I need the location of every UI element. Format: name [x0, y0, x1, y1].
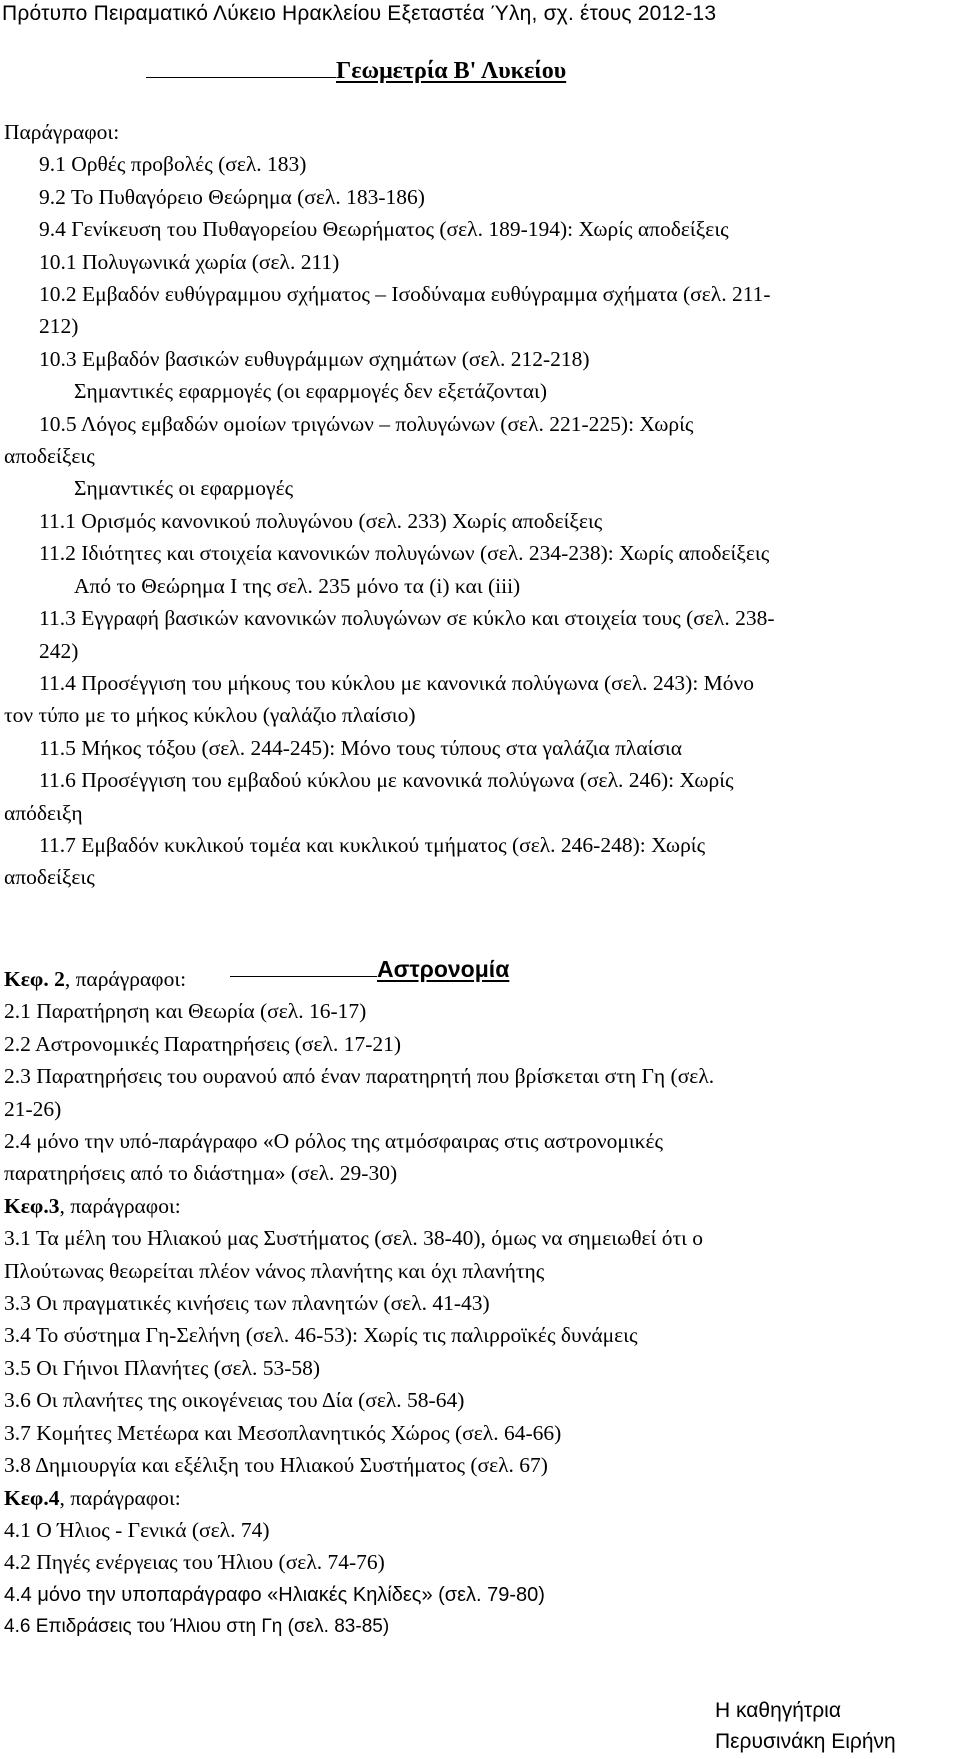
title-underline-rule: [146, 57, 336, 78]
list-item: 11.2 Ιδιότητες και στοιχεία κανονικών πολυγώνων (σελ. 234-238): Χωρίς αποδείξεις: [39, 541, 770, 566]
list-item: 3.3 Οι πραγματικές κινήσεις των πλανητών (σελ. 41-43): [4, 1291, 490, 1316]
list-item: 11.7 Εμβαδόν κυκλικού τομέα και κυκλικού τμήματος (σελ. 246-248): Χωρίς: [39, 832, 706, 857]
list-item: 3.1 Τα μέλη του Ηλιακού μας Συστήματος (σελ. 38-40), όμως να σημειωθεί ότι ο: [4, 1226, 704, 1251]
astronomy-syllabus-list: [4, 963, 956, 1644]
list-item: 4.4 μόνο την υποπαράγραφο «Ηλιακές Κηλίδες» (σελ. 79-80): [4, 1583, 545, 1606]
list-item: 21-26): [4, 1096, 62, 1121]
list-item: 11.6 Προσέγγιση του εμβαδού κύκλου με κανονικά πολύγωνα (σελ. 246): Χωρίς: [39, 768, 734, 793]
list-item: 4.6 Επιδράσεις του Ήλιου στη Γη (σελ. 83-85): [4, 1616, 390, 1638]
signature-role: Η καθηγήτρια: [715, 1699, 841, 1722]
list-item: 10.5 Λόγος εμβαδών ομοίων τριγώνων – πολυγώνων (σελ. 221-225): Χωρίς: [39, 411, 694, 436]
list-item: 2.3 Παρατηρήσεις του ουρανού από έναν παρατηρητή που βρίσκεται στη Γη (σελ.: [4, 1064, 715, 1089]
list-item: 9.4 Γενίκευση του Πυθαγορείου Θεωρήματος (σελ. 189-194): Χωρίς αποδείξεις: [39, 217, 729, 242]
chapter-label: Κεφ. 2: [4, 967, 65, 991]
list-item: 10.3 Εμβαδόν βασικών ευθυγράμμων σχημάτων (σελ. 212-218): [39, 346, 590, 371]
chapter-heading: [4, 963, 956, 995]
geometry-title-text: Γεωμετρία Β' Λυκείου: [336, 58, 567, 84]
list-item: Παράγραφοι:: [4, 120, 120, 144]
list-item: 3.7 Κομήτες Μετέωρα και Μεσοπλανητικός Χώρος (σελ. 64-66): [4, 1420, 562, 1445]
chapter-suffix: , παράγραφοι:: [59, 1193, 181, 1218]
list-item: 242): [39, 638, 79, 663]
chapter-label: Κεφ.4: [4, 1485, 60, 1510]
list-item: 4.1 Ο Ήλιος - Γενικά (σελ. 74): [4, 1517, 270, 1542]
list-item: 3.4 Το σύστημα Γη-Σελήνη (σελ. 46-53): Χωρίς τις παλιρροϊκές δυνάμεις: [4, 1323, 638, 1348]
list-item: 11.3 Εγγραφή βασικών κανονικών πολυγώνων σε κύκλο και στοιχεία τους (σελ. 238-: [39, 606, 775, 631]
list-item: 11.1 Ορισμός κανονικού πολυγώνου (σελ. 233) Χωρίς αποδείξεις: [39, 508, 603, 533]
list-item: 2.4 μόνο την υπό-παράγραφο «Ο ρόλος της ατμόσφαιρας στις αστρονομικές: [4, 1129, 664, 1154]
list-item: αποδείξεις: [4, 444, 95, 469]
list-item: 9.2 Το Πυθαγόρειο Θεώρημα (σελ. 183-186): [39, 184, 425, 209]
list-item: 3.8 Δημιουργία και εξέλιξη του Ηλιακού Συστήματος (σελ. 67): [4, 1453, 548, 1478]
list-item: Σημαντικές εφαρμογές (οι εφαρμογές δεν εξετάζονται): [74, 379, 547, 404]
signature-name: Περυσινάκη Ειρήνη: [715, 1730, 896, 1753]
list-item: Σημαντικές οι εφαρμογές: [74, 476, 294, 501]
chapter-heading: [4, 1190, 956, 1222]
list-item: Από το Θεώρημα Ι της σελ. 235 μόνο τα (i) και (iii): [74, 573, 521, 598]
list-item: παρατηρήσεις από το διάστημα» (σελ. 29-30): [4, 1161, 398, 1186]
list-item: 10.2 Εμβαδόν ευθύγραμμου σχήματος – Ισοδύναμα ευθύγραμμα σχήματα (σελ. 211-: [39, 282, 771, 307]
list-item: 212): [39, 314, 79, 339]
list-item: αποδείξεις: [4, 865, 95, 890]
chapter-heading: [4, 1482, 956, 1514]
list-item: 3.6 Οι πλανήτες της οικογένειας του Δία (σελ. 58-64): [4, 1388, 465, 1413]
astronomy-title-text: Αστρονομία: [377, 956, 510, 982]
geometry-section-title: [146, 57, 566, 85]
list-item: 11.5 Μήκος τόξου (σελ. 244-245): Μόνο τους τύπους στα γαλάζια πλαίσια: [39, 735, 683, 760]
chapter-suffix: , παράγραφοι:: [64, 967, 187, 991]
list-item: 2.1 Παρατήρηση και Θεωρία (σελ. 16-17): [4, 999, 367, 1024]
chapter-label: Κεφ.3: [4, 1193, 60, 1218]
list-item: 2.2 Αστρονομικές Παρατηρήσεις (σελ. 17-21): [4, 1031, 402, 1056]
page-header: Πρότυπο Πειραματικό Λύκειο Ηρακλείου Εξεταστέα Ύλη, σχ. έτους 2012-13: [2, 2, 717, 25]
list-item: απόδειξη: [4, 800, 83, 825]
chapter-suffix: , παράγραφοι:: [59, 1485, 181, 1510]
list-item: 10.1 Πολυγωνικά χωρία (σελ. 211): [39, 249, 340, 274]
list-item: 3.5 Οι Γήινοι Πλανήτες (σελ. 53-58): [4, 1355, 321, 1380]
list-item: 11.4 Προσέγγιση του μήκους του κύκλου με κανονικά πολύγωνα (σελ. 243): Μόνο: [39, 670, 755, 695]
list-item: 9.1 Ορθές προβολές (σελ. 183): [39, 152, 307, 177]
list-item: 4.2 Πηγές ενέργειας του Ήλιου (σελ. 74-76): [4, 1550, 385, 1575]
list-item: Πλούτωνας θεωρείται πλέον νάνος πλανήτης και όχι πλανήτης: [4, 1258, 545, 1283]
signature-block: [715, 1695, 896, 1757]
list-item: τον τύπο με το μήκος κύκλου (γαλάζιο πλαίσιο): [4, 703, 416, 728]
geometry-syllabus-list: [4, 116, 956, 894]
